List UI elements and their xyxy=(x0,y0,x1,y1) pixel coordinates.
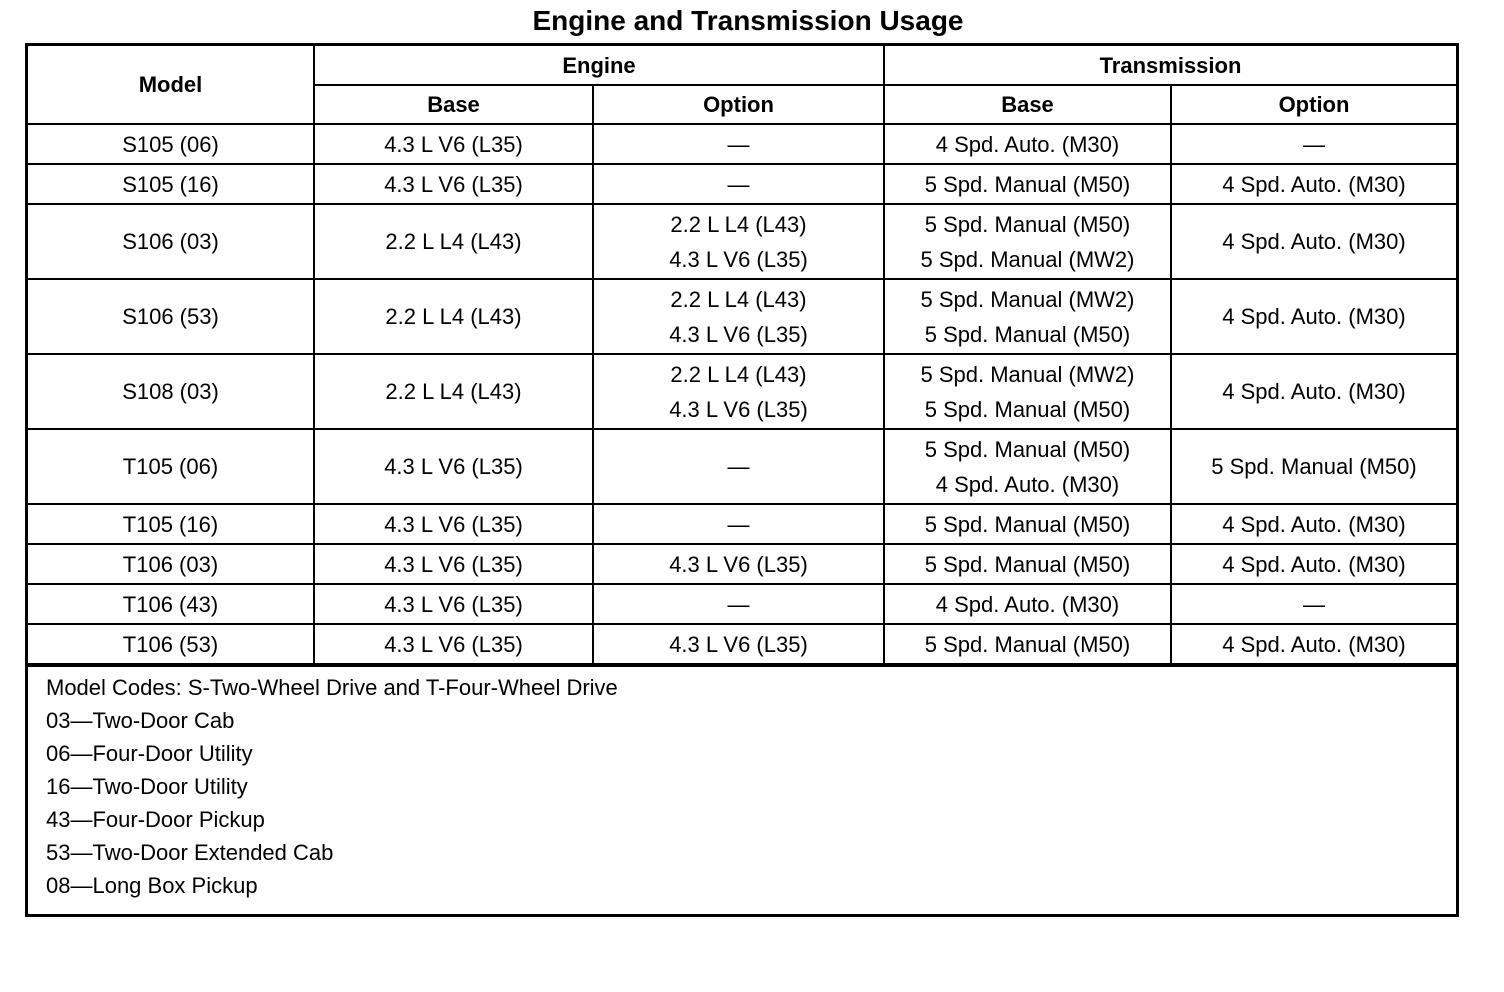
cell-engine-base: 4.3 L V6 (L35) xyxy=(314,624,593,664)
table-row xyxy=(28,584,1456,624)
header-transmission: Transmission xyxy=(884,46,1456,85)
cell-transmission-base xyxy=(884,584,1171,624)
cell-transmission-base-line: 5 Spd. Manual (MW2) xyxy=(920,361,1135,387)
table-row xyxy=(28,429,1456,504)
cell-engine-option-line: 2.2 L L4 (L43) xyxy=(670,286,807,312)
header-model: Model xyxy=(28,46,314,124)
cell-transmission-base xyxy=(884,624,1171,664)
cell-model: T105 (16) xyxy=(28,504,314,544)
cell-transmission-base-line: 5 Spd. Manual (M50) xyxy=(924,511,1131,537)
header-transmission-base: Base xyxy=(884,85,1171,124)
cell-engine-option-line: — xyxy=(727,131,750,157)
cell-transmission-base-line: 4 Spd. Auto. (M30) xyxy=(935,471,1120,497)
cell-transmission-base-line: 5 Spd. Manual (M50) xyxy=(924,171,1131,197)
note-line: 16—Two-Door Utility xyxy=(46,774,248,799)
cell-transmission-base-line: 4 Spd. Auto. (M30) xyxy=(935,591,1120,617)
header-engine-option: Option xyxy=(593,85,884,124)
note-line: 53—Two-Door Extended Cab xyxy=(46,840,334,865)
model-code-notes xyxy=(28,665,1456,902)
cell-engine-base: 4.3 L V6 (L35) xyxy=(314,124,593,164)
cell-transmission-option: 4 Spd. Auto. (M30) xyxy=(1171,504,1456,544)
cell-transmission-base xyxy=(884,429,1171,504)
cell-engine-base: 2.2 L L4 (L43) xyxy=(314,354,593,429)
cell-engine-option xyxy=(593,204,884,279)
cell-model: T106 (43) xyxy=(28,584,314,624)
cell-engine-base: 2.2 L L4 (L43) xyxy=(314,204,593,279)
cell-transmission-option: 5 Spd. Manual (M50) xyxy=(1171,429,1456,504)
table-row xyxy=(28,354,1456,429)
cell-engine-option xyxy=(593,584,884,624)
table-row xyxy=(28,504,1456,544)
note-line: 08—Long Box Pickup xyxy=(46,873,258,898)
cell-transmission-base xyxy=(884,164,1171,204)
cell-transmission-base-line: 4 Spd. Auto. (M30) xyxy=(935,131,1120,157)
cell-transmission-base-line: 5 Spd. Manual (M50) xyxy=(924,436,1131,462)
header-engine: Engine xyxy=(314,46,884,85)
cell-engine-option-line: 2.2 L L4 (L43) xyxy=(670,211,807,237)
cell-transmission-base-line: 5 Spd. Manual (MW2) xyxy=(920,246,1135,272)
cell-engine-option xyxy=(593,429,884,504)
cell-model: S108 (03) xyxy=(28,354,314,429)
cell-engine-option-line: 4.3 L V6 (L35) xyxy=(669,246,808,272)
cell-transmission-base xyxy=(884,204,1171,279)
cell-engine-option xyxy=(593,124,884,164)
cell-model: T106 (53) xyxy=(28,624,314,664)
cell-engine-option xyxy=(593,354,884,429)
cell-engine-option-line: — xyxy=(727,171,750,197)
cell-transmission-base xyxy=(884,354,1171,429)
cell-transmission-option: 4 Spd. Auto. (M30) xyxy=(1171,164,1456,204)
cell-transmission-option: — xyxy=(1171,584,1456,624)
note-line: 43—Four-Door Pickup xyxy=(46,807,265,832)
cell-model: S105 (16) xyxy=(28,164,314,204)
cell-engine-option xyxy=(593,624,884,664)
cell-model: S106 (03) xyxy=(28,204,314,279)
header-transmission-option: Option xyxy=(1171,85,1456,124)
cell-engine-base: 4.3 L V6 (L35) xyxy=(314,429,593,504)
table-row xyxy=(28,624,1456,664)
cell-engine-option xyxy=(593,164,884,204)
cell-transmission-option: 4 Spd. Auto. (M30) xyxy=(1171,204,1456,279)
cell-engine-base: 4.3 L V6 (L35) xyxy=(314,504,593,544)
table-row xyxy=(28,544,1456,584)
note-line: 06—Four-Door Utility xyxy=(46,741,253,766)
cell-model: T105 (06) xyxy=(28,429,314,504)
cell-engine-option-line: 4.3 L V6 (L35) xyxy=(669,396,808,422)
cell-transmission-base-line: 5 Spd. Manual (M50) xyxy=(924,631,1131,657)
cell-transmission-option: 4 Spd. Auto. (M30) xyxy=(1171,279,1456,354)
cell-engine-base: 2.2 L L4 (L43) xyxy=(314,279,593,354)
cell-transmission-base-line: 5 Spd. Manual (MW2) xyxy=(920,286,1135,312)
cell-engine-base: 4.3 L V6 (L35) xyxy=(314,584,593,624)
table-row xyxy=(28,124,1456,164)
cell-engine-option xyxy=(593,544,884,584)
cell-transmission-option: 4 Spd. Auto. (M30) xyxy=(1171,544,1456,584)
header-engine-base: Base xyxy=(314,85,593,124)
table-body xyxy=(28,124,1456,664)
cell-engine-option xyxy=(593,504,884,544)
cell-transmission-option: — xyxy=(1171,124,1456,164)
cell-engine-option xyxy=(593,279,884,354)
cell-engine-option-line: — xyxy=(727,511,750,537)
table-row xyxy=(28,279,1456,354)
cell-transmission-option: 4 Spd. Auto. (M30) xyxy=(1171,624,1456,664)
cell-engine-base: 4.3 L V6 (L35) xyxy=(314,164,593,204)
cell-engine-option-line: 4.3 L V6 (L35) xyxy=(669,631,808,657)
cell-engine-option-line: 4.3 L V6 (L35) xyxy=(669,551,808,577)
cell-transmission-base xyxy=(884,124,1171,164)
note-line: 03—Two-Door Cab xyxy=(46,708,235,733)
cell-transmission-base xyxy=(884,504,1171,544)
cell-engine-option-line: 4.3 L V6 (L35) xyxy=(669,321,808,347)
cell-transmission-base-line: 5 Spd. Manual (M50) xyxy=(924,396,1131,422)
cell-transmission-option: 4 Spd. Auto. (M30) xyxy=(1171,354,1456,429)
table-row xyxy=(28,164,1456,204)
note-line: Model Codes: S-Two-Wheel Drive and T-Four-Wheel Drive xyxy=(46,675,618,700)
table-row xyxy=(28,204,1456,279)
cell-transmission-base xyxy=(884,279,1171,354)
cell-engine-option-line: — xyxy=(727,591,750,617)
cell-transmission-base xyxy=(884,544,1171,584)
usage-table-frame xyxy=(25,43,1459,917)
page-title: Engine and Transmission Usage xyxy=(532,5,964,36)
cell-model: S105 (06) xyxy=(28,124,314,164)
cell-engine-option-line: — xyxy=(727,454,750,479)
cell-engine-base: 4.3 L V6 (L35) xyxy=(314,544,593,584)
cell-engine-option-line: 2.2 L L4 (L43) xyxy=(670,361,807,387)
cell-transmission-base-line: 5 Spd. Manual (M50) xyxy=(924,211,1131,237)
cell-transmission-base-line: 5 Spd. Manual (M50) xyxy=(924,321,1131,347)
cell-model: T106 (03) xyxy=(28,544,314,584)
cell-model: S106 (53) xyxy=(28,279,314,354)
cell-transmission-base-line: 5 Spd. Manual (M50) xyxy=(924,551,1131,577)
usage-table xyxy=(28,46,1456,665)
